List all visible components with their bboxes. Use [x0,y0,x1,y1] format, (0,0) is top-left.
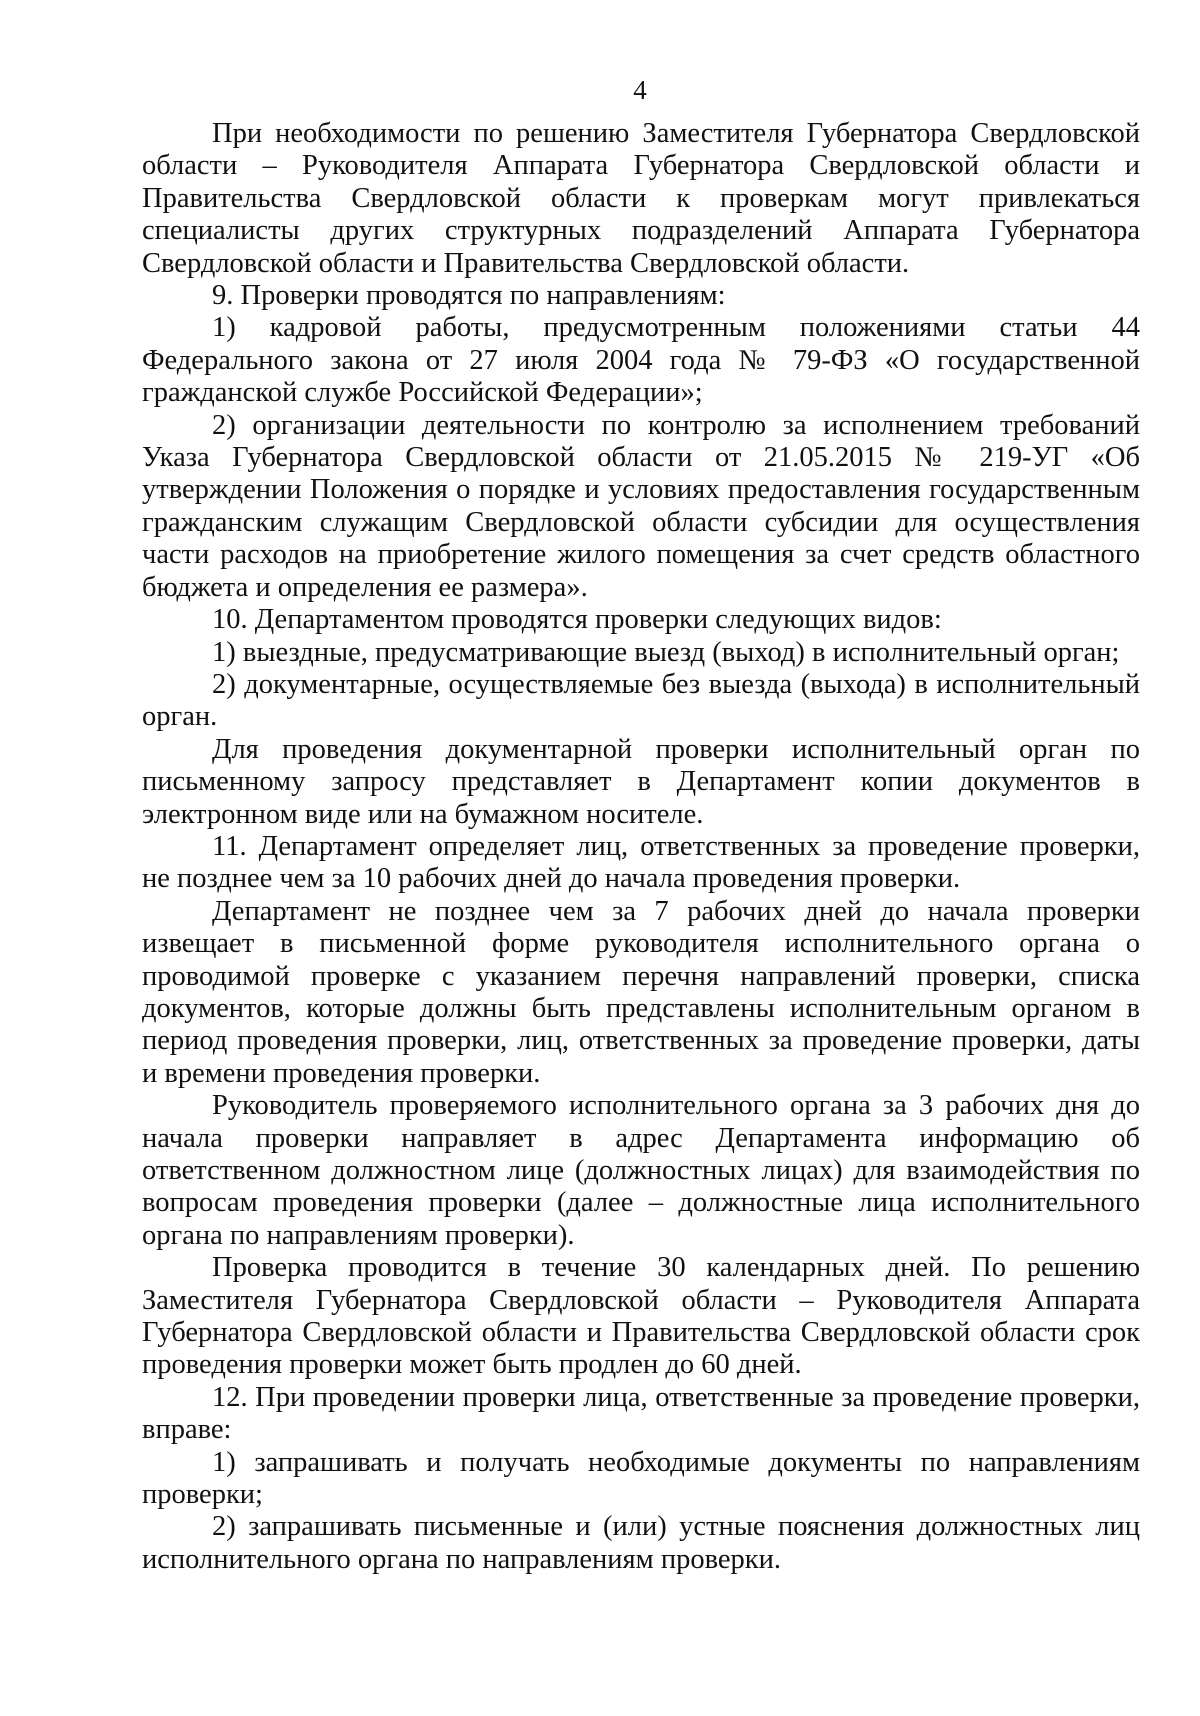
page-number: 4 [633,75,647,105]
paragraph: 12. При проведении проверки лица, ответственные за проведение проверки, вправе: [142,1381,1140,1446]
paragraph: 2) запрашивать письменные и (или) устные пояснения должностных лиц исполнительного органа по направлениям проверки. [142,1511,1140,1575]
paragraph: Для проведения документарной проверки исполнительный орган по письменному запросу представляет в Департамент копии документов в электронном виде или на бумажном носителе. [142,733,1140,830]
paragraph: Департамент не позднее чем за 7 рабочих дней до начала проверки извещает в письменной форме руководителя исполнительного органа о проводимой проверке с указанием перечня направлений проверки, списка документов, которые должны быть представлены исполнительным органом в период проведения проверки, лиц, ответственных за проведение проверки, даты и времени проведения проверки. [142,895,1140,1089]
paragraph: Руководитель проверяемого исполнительного органа за 3 рабочих дня до начала проверки направляет в адрес Департамента информацию об ответственном должностном лице (должностных лицах) для взаимодействия по вопросам проведения проверки (далее – должностные лица исполнительного органа по направлениям проверки). [142,1090,1140,1251]
paragraph: 1) выездные, предусматривающие выезд (выход) в исполнительный орган; [212,636,1120,668]
paragraph: 1) кадровой работы, предусмотренным положениями статьи 44 Федерального закона от 27 июля 2004 года № 79-ФЗ «О государственной гражданской службе Российской Федерации»; [142,312,1140,409]
paragraph: 9. Проверки проводятся по направлениям: [212,280,726,312]
paragraph: 10. Департаментом проводятся проверки следующих видов: [212,604,942,636]
paragraph: При необходимости по решению Заместителя Губернатора Свердловской области – Руководителя Аппарата Губернатора Свердловской области и Правительства Свердловской области к проверкам могут привлекаться специалисты других структурных подразделений Аппарата Губернатора Свердловской области и Правительства Свердловской области. [142,118,1140,279]
paragraph: 2) документарные, осуществляемые без выезда (выхода) в исполнительный орган. [142,668,1140,733]
paragraph: Проверка проводится в течение 30 календарных дней. По решению Заместителя Губернатора Свердловской области – Руководителя Аппарата Губернатора Свердловской области и Правительства Свердловской области срок проведения проверки может быть продлен до 60 дней. [142,1252,1140,1381]
paragraph: 11. Департамент определяет лиц, ответственных за проведение проверки, не позднее чем за 10 рабочих дней до начала проведения проверки. [142,830,1140,895]
paragraph: 1) запрашивать и получать необходимые документы по направлениям проверки; [142,1446,1140,1511]
paragraph: 2) организации деятельности по контролю за исполнением требований Указа Губернатора Свердловской области от 21.05.2015 № 219-УГ «Об утверждении Положения о порядке и условиях предоставления государственным гражданским служащим Свердловской области субсидии для осуществления части расходов на приобретение жилого помещения за счет средств областного бюджета и определения ее размера». [142,409,1140,603]
document-body [142,118,1140,1576]
